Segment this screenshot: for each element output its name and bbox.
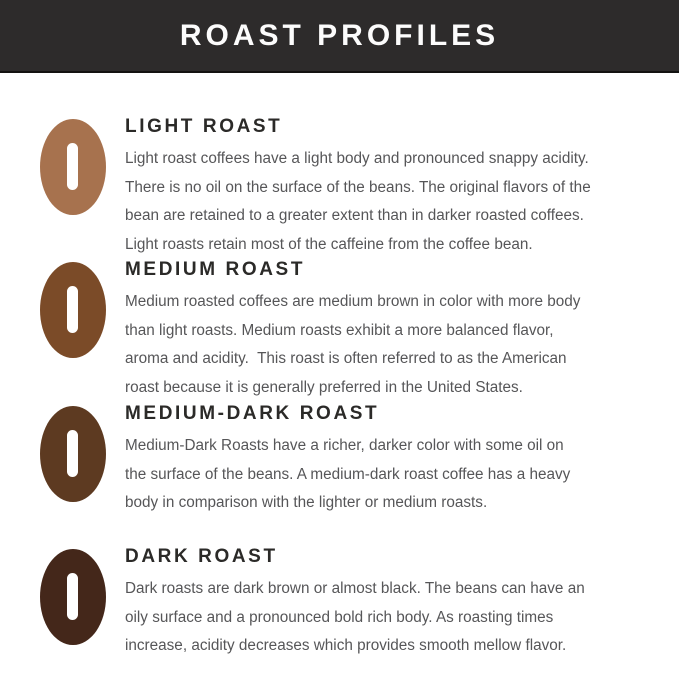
body-text-line: the surface of the beans. A medium-dark roast coffee has a heavy: [125, 465, 571, 483]
body-text-line: Light roast coffees have a light body and pronounced snappy acidity.: [125, 150, 589, 167]
body-text-line: There is no oil on the surface of the beans. The original flavors of the: [125, 178, 591, 196]
page-title: ROAST PROFILES: [179, 18, 500, 52]
body-text-line: bean are retained to a greater extent than in darker roasted coffees.: [125, 207, 584, 224]
section-light-roast: [0, 112, 679, 259]
section-title: LIGHT ROAST: [125, 116, 283, 137]
section-dark-roast: [0, 542, 679, 661]
coffee-bean-icon: [40, 119, 106, 215]
section-content: [125, 542, 679, 661]
coffee-bean-icon: [40, 262, 106, 358]
body-text-line: body in comparison with the lighter or medium roasts.: [125, 494, 488, 511]
section-title: MEDIUM ROAST: [125, 259, 306, 280]
bean-slit: [67, 286, 78, 333]
bean-slit: [67, 573, 78, 620]
body-text-line: increase, acidity decreases which provides smooth mellow flavor.: [125, 637, 567, 654]
section-content: [125, 112, 679, 259]
coffee-bean-icon: [40, 549, 106, 645]
body-text-line: Medium roasted coffees are medium brown in color with more body: [125, 293, 581, 310]
header-bar: [0, 0, 679, 73]
section-title: MEDIUM-DARK ROAST: [125, 403, 380, 424]
body-text-line: than light roasts. Medium roasts exhibit a more balanced flavor,: [125, 321, 554, 339]
body-text-line: Light roasts retain most of the caffeine from the coffee bean.: [125, 235, 533, 253]
body-text-line: oily surface and a pronounced bold rich body. As roasting times: [125, 608, 554, 626]
section-medium-roast: [0, 255, 679, 402]
section-content: [125, 255, 679, 402]
section-content: [125, 399, 679, 518]
body-text-line: Medium-Dark Roasts have a richer, darker color with some oil on: [125, 437, 564, 454]
body-text-line: Dark roasts are dark brown or almost black. The beans can have an: [125, 580, 585, 597]
bean-slit: [67, 430, 78, 477]
section-medium-dark-roast: [0, 399, 679, 518]
coffee-bean-icon: [40, 406, 106, 502]
section-title: DARK ROAST: [125, 546, 278, 567]
body-text-line: roast because it is generally preferred in the United States.: [125, 378, 523, 396]
body-text-line: aroma and acidity. This roast is often referred to as the American: [125, 350, 567, 367]
bean-slit: [67, 143, 78, 190]
